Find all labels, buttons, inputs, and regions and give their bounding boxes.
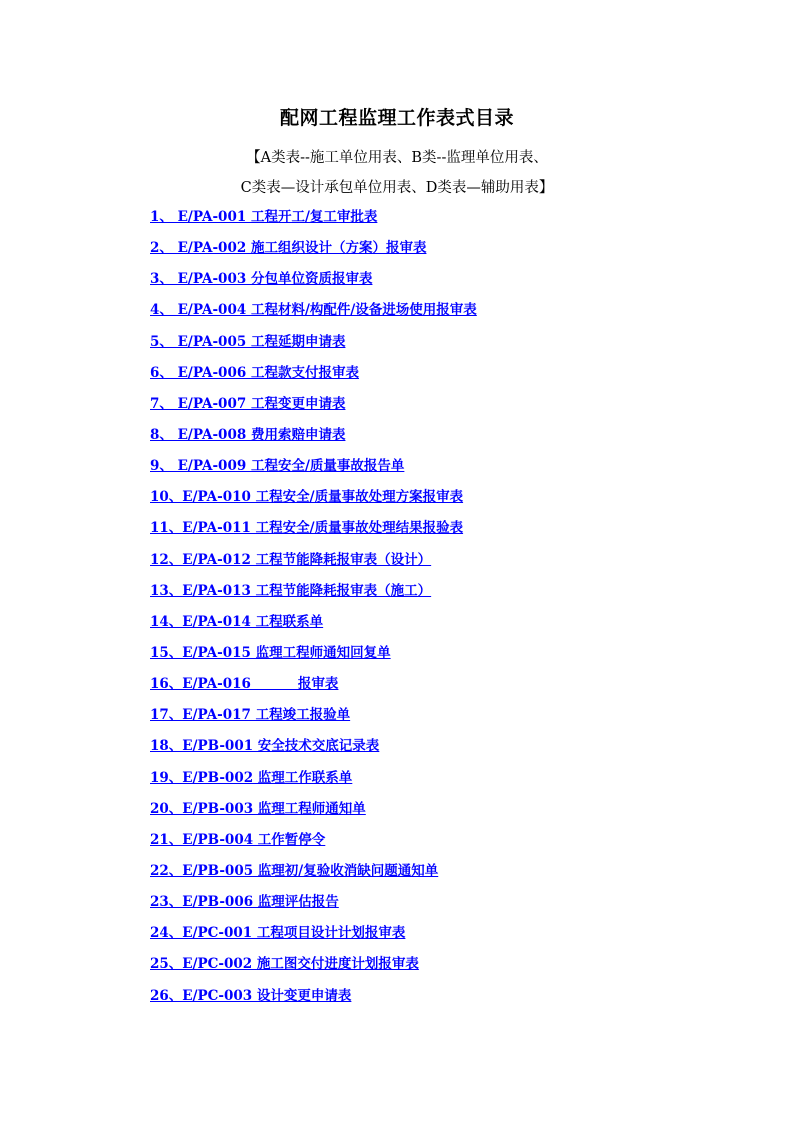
toc-link[interactable]: 5、 E/PA-005 工程延期申请表 bbox=[150, 333, 346, 350]
toc-item bbox=[150, 643, 477, 674]
toc-link[interactable]: 4、 E/PA-004 工程材料/构配件/设备进场使用报审表 bbox=[150, 302, 477, 319]
document-subtitle-line-2: C类表—设计承包单位用表、D类表—辅助用表】 bbox=[240, 180, 554, 196]
toc-link[interactable]: 15、E/PA-015 监理工程师通知回复单 bbox=[150, 644, 391, 661]
toc-link[interactable]: 20、E/PB-003 监理工程师通知单 bbox=[150, 800, 366, 817]
toc-link[interactable]: 12、E/PA-012 工程节能降耗报审表（设计） bbox=[150, 551, 432, 568]
toc-link[interactable]: 6、 E/PA-006 工程款支付报审表 bbox=[150, 364, 359, 381]
toc-item bbox=[150, 487, 477, 518]
toc-item bbox=[150, 954, 477, 985]
toc-item bbox=[150, 394, 477, 425]
toc-item bbox=[150, 581, 477, 612]
toc-link[interactable]: 17、E/PA-017 工程竣工报验单 bbox=[150, 707, 351, 724]
toc-link[interactable]: 22、E/PB-005 监理初/复验收消缺问题通知单 bbox=[150, 862, 439, 879]
toc-link[interactable]: 21、E/PB-004 工作暂停令 bbox=[150, 831, 326, 848]
toc-item bbox=[150, 425, 477, 456]
toc-item bbox=[150, 456, 477, 487]
toc-link[interactable]: 24、E/PC-001 工程项目设计计划报审表 bbox=[150, 925, 406, 942]
toc-link[interactable]: 16、E/PA-016 报审表 bbox=[150, 676, 339, 693]
toc-link[interactable]: 25、E/PC-002 施工图交付进度计划报审表 bbox=[150, 956, 419, 973]
toc-item bbox=[150, 518, 477, 549]
toc-link[interactable]: 1、 E/PA-001 工程开工/复工审批表 bbox=[150, 209, 378, 225]
toc-link[interactable]: 2、 E/PA-002 施工组织设计（方案）报审表 bbox=[150, 240, 427, 257]
toc-item bbox=[150, 768, 477, 799]
toc-link[interactable]: 3、 E/PA-003 分包单位资质报审表 bbox=[150, 271, 373, 288]
toc-item bbox=[150, 332, 477, 363]
toc-item bbox=[150, 799, 477, 830]
toc-link[interactable]: 11、E/PA-011 工程安全/质量事故处理结果报验表 bbox=[150, 520, 464, 537]
toc-link[interactable]: 7、 E/PA-007 工程变更申请表 bbox=[150, 395, 346, 412]
toc-link[interactable]: 26、E/PC-003 设计变更申请表 bbox=[150, 987, 352, 1004]
toc-item bbox=[150, 269, 477, 300]
toc-link[interactable]: 13、E/PA-013 工程节能降耗报审表（施工） bbox=[150, 582, 432, 599]
toc-item bbox=[150, 986, 477, 1017]
document-subtitle-line-1: 【A类表--施工单位用表、B类--监理单位用表、 bbox=[246, 150, 548, 166]
toc-link[interactable]: 19、E/PB-002 监理工作联系单 bbox=[150, 769, 353, 786]
toc-link[interactable]: 10、E/PA-010 工程安全/质量事故处理方案报审表 bbox=[150, 489, 464, 506]
toc-item bbox=[150, 861, 477, 892]
toc-item bbox=[150, 892, 477, 923]
toc-link[interactable]: 14、E/PA-014 工程联系单 bbox=[150, 613, 324, 630]
toc-item bbox=[150, 550, 477, 581]
toc-item bbox=[150, 363, 477, 394]
toc-item bbox=[150, 238, 477, 269]
toc-link[interactable]: 8、 E/PA-008 费用索赔申请表 bbox=[150, 426, 346, 443]
toc-item bbox=[150, 830, 477, 861]
toc-item bbox=[150, 612, 477, 643]
toc-item bbox=[150, 705, 477, 736]
toc-item bbox=[150, 207, 477, 238]
toc-link[interactable]: 18、E/PB-001 安全技术交底记录表 bbox=[150, 738, 380, 755]
toc-item bbox=[150, 923, 477, 954]
toc-item bbox=[150, 674, 477, 705]
toc-link[interactable]: 9、 E/PA-009 工程安全/质量事故报告单 bbox=[150, 458, 405, 475]
toc-item bbox=[150, 300, 477, 331]
toc-link[interactable]: 23、E/PB-006 监理评估报告 bbox=[150, 894, 339, 911]
table-of-contents bbox=[150, 207, 477, 1017]
toc-item bbox=[150, 736, 477, 767]
document-title: 配网工程监理工作表式目录 bbox=[279, 107, 514, 129]
